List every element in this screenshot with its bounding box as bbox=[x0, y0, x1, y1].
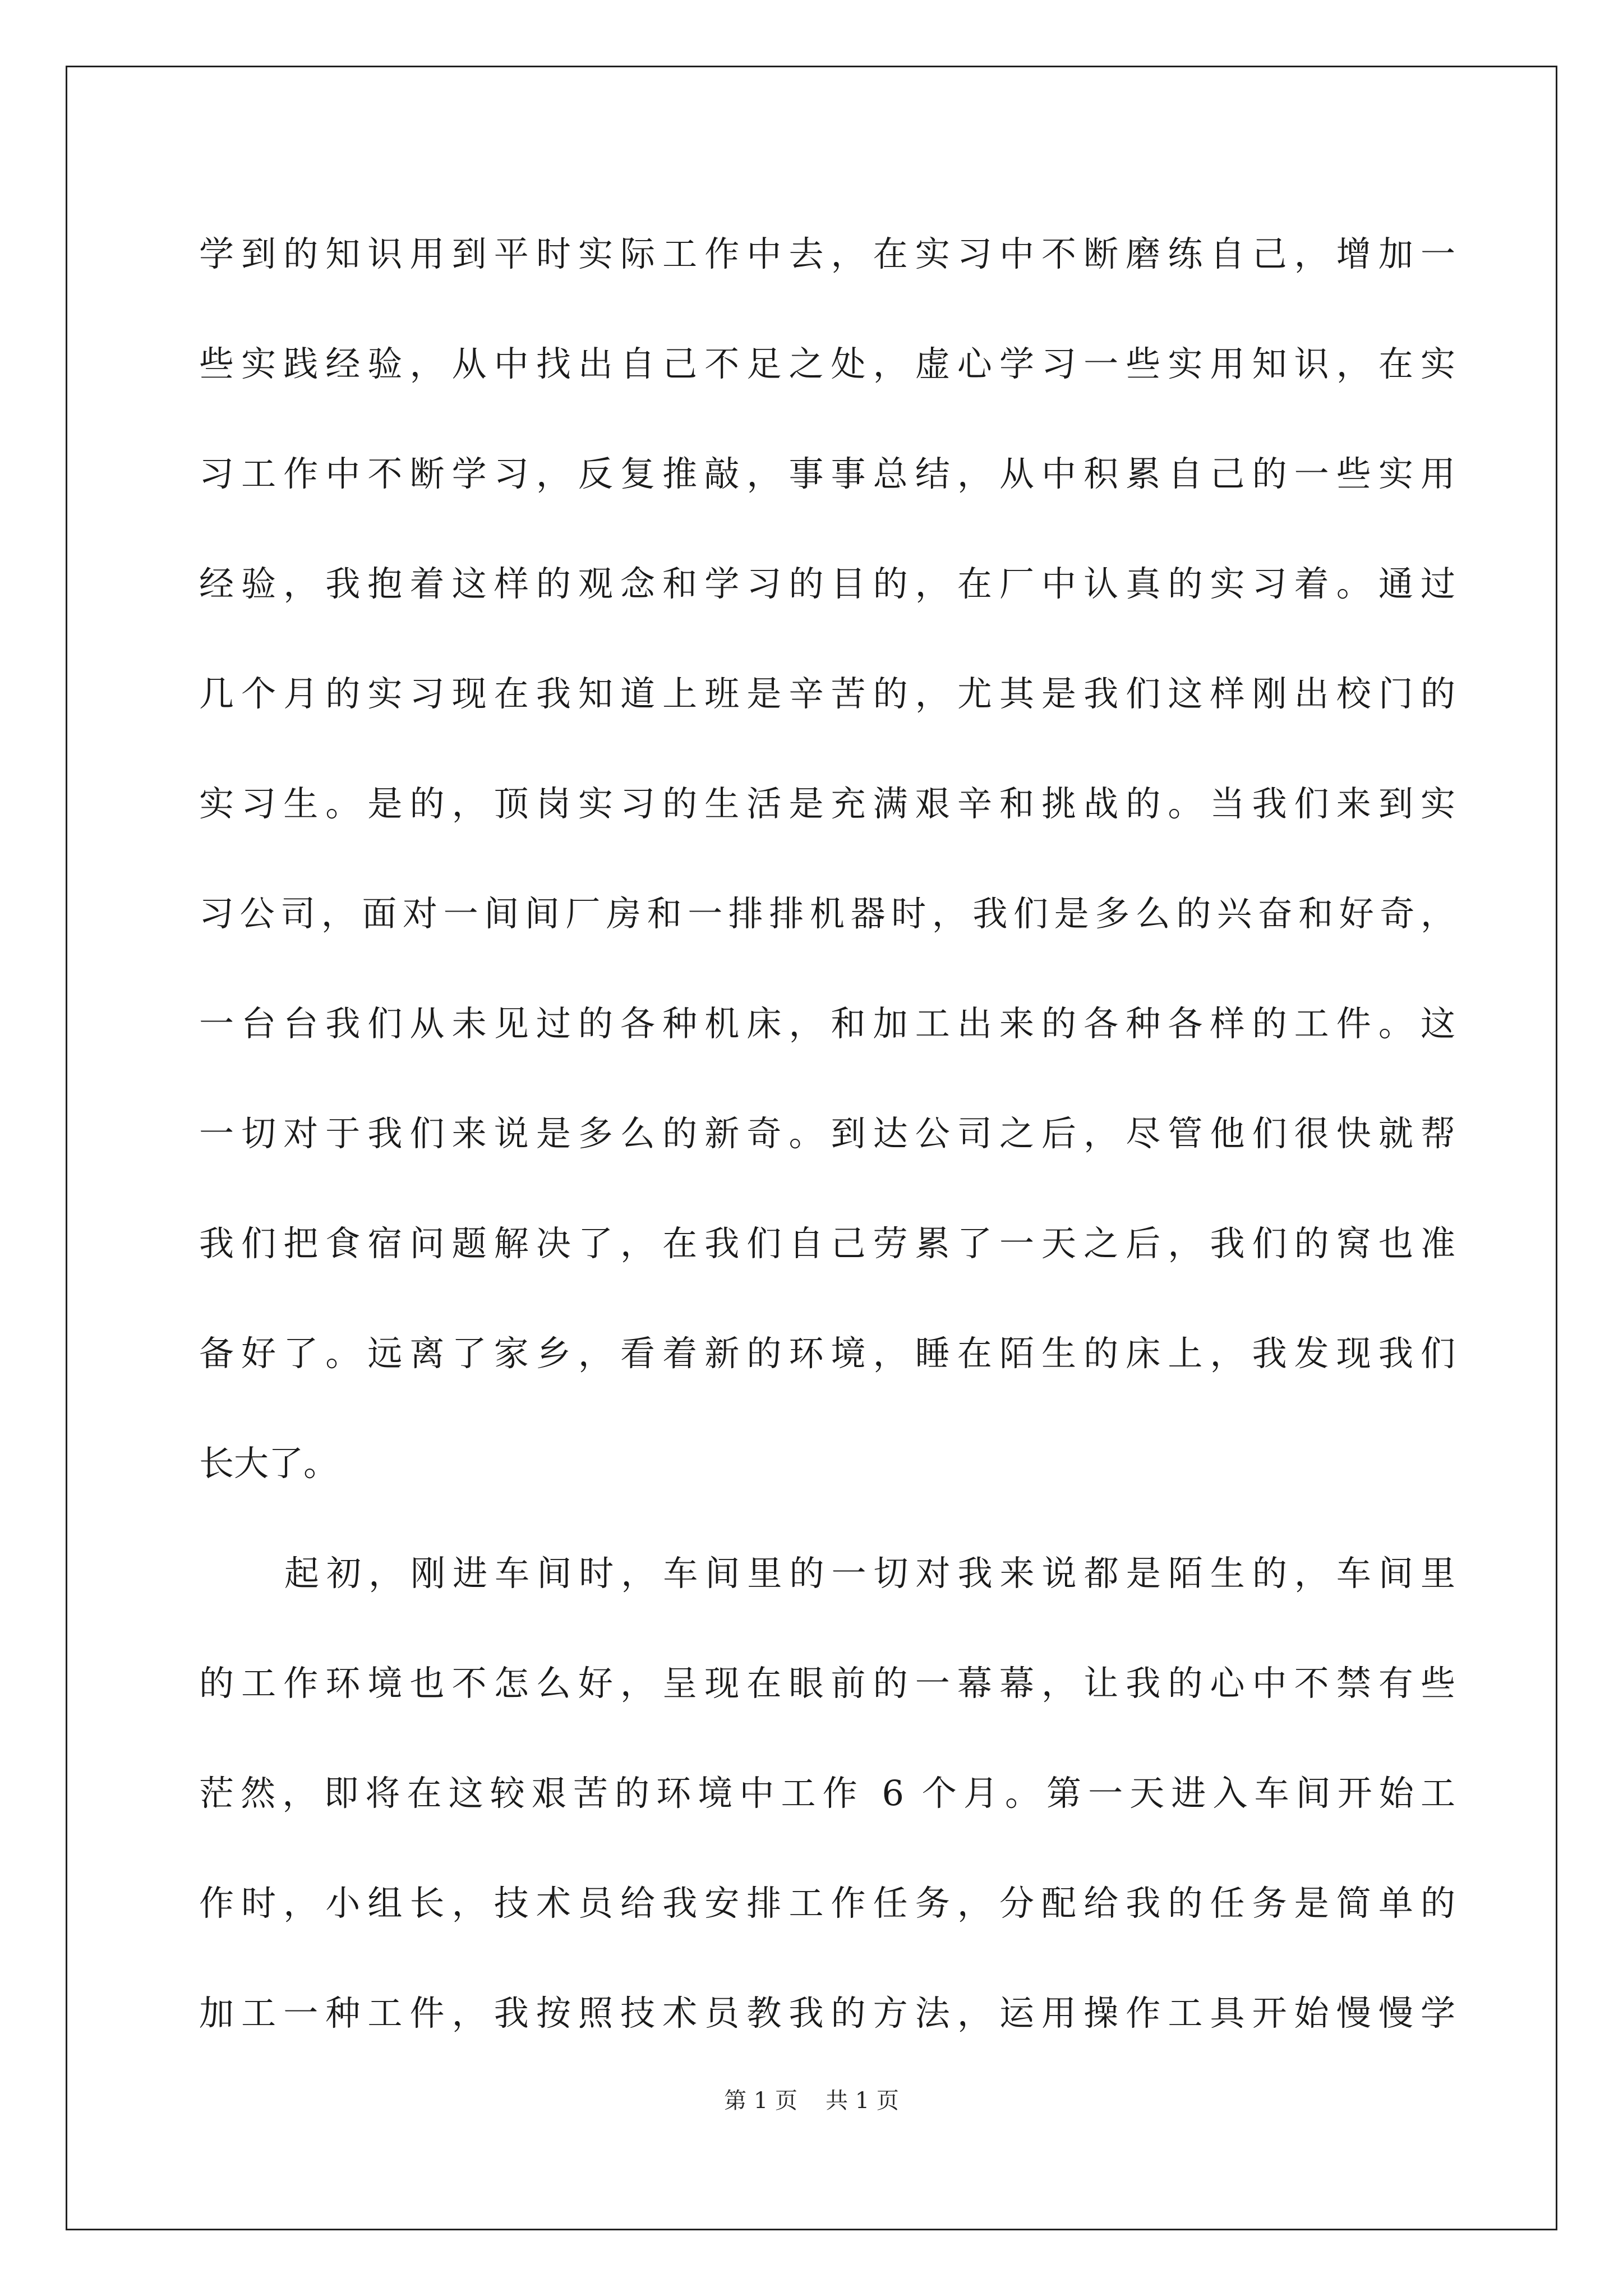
document-body bbox=[199, 199, 1455, 2068]
text-line: 些实践经验，从中找出自己不足之处，虚心学习一些实用知识，在实 bbox=[199, 343, 1455, 384]
text-line: 习工作中不断学习，反复推敲，事事总结，从中积累自己的一些实用 bbox=[199, 453, 1455, 494]
text-line: 作时，小组长，技术员给我安排工作任务，分配给我的任务是简单的 bbox=[199, 1883, 1455, 1924]
page-total: 共 1 页 bbox=[826, 2088, 899, 2114]
text-line: 一台台我们从未见过的各种机床，和加工出来的各种各样的工件。这 bbox=[199, 1003, 1455, 1044]
text-line: 习公司，面对一间间厂房和一排排机器时，我们是多么的兴奋和好奇， bbox=[199, 893, 1455, 934]
text-line: 我们把食宿问题解决了，在我们自己劳累了一天之后，我们的窝也准 bbox=[199, 1223, 1455, 1264]
page-footer bbox=[0, 2084, 1623, 2118]
text-line: 一切对于我们来说是多么的新奇。到达公司之后，尽管他们很快就帮 bbox=[199, 1113, 1455, 1154]
page-number: 第 1 页 bbox=[724, 2088, 797, 2114]
text-line: 茫然，即将在这较艰苦的环境中工作 6 个月。第一天进入车间开始工 bbox=[199, 1773, 1455, 1814]
text-line: 的工作环境也不怎么好，呈现在眼前的一幕幕，让我的心中不禁有些 bbox=[199, 1663, 1455, 1704]
paragraph-end-line: 长大了。 bbox=[199, 1443, 339, 1484]
text-line: 几个月的实习现在我知道上班是辛苦的，尤其是我们这样刚出校门的 bbox=[199, 673, 1455, 714]
text-line: 备好了。远离了家乡，看着新的环境，睡在陌生的床上，我发现我们 bbox=[199, 1333, 1455, 1374]
text-line: 经验，我抱着这样的观念和学习的目的，在厂中认真的实习着。通过 bbox=[199, 563, 1455, 604]
text-line: 加工一种工件，我按照技术员教我的方法，运用操作工具开始慢慢学 bbox=[199, 1993, 1455, 2033]
paragraph-start-line: 起初，刚进车间时，车间里的一切对我来说都是陌生的，车间里 bbox=[284, 1553, 1455, 1594]
text-line: 实习生。是的，顶岗实习的生活是充满艰辛和挑战的。当我们来到实 bbox=[199, 783, 1455, 824]
text-line: 学到的知识用到平时实际工作中去，在实习中不断磨练自己，增加一 bbox=[199, 233, 1455, 274]
